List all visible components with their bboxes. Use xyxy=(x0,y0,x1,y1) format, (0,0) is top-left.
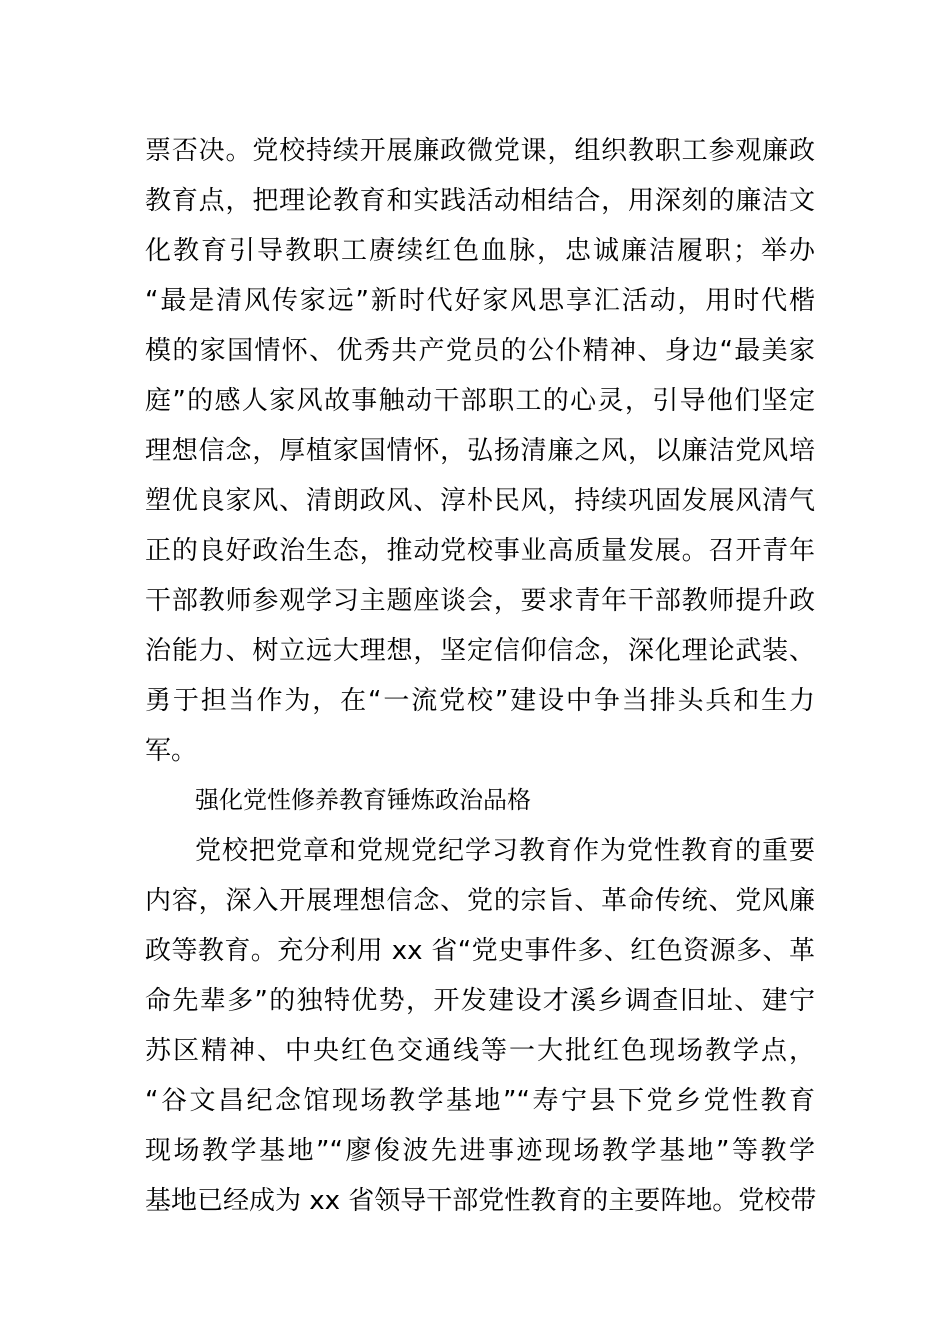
paragraph-1-line-11: 治能力、树立远大理想，坚定信仰信念，深化理论武装、 xyxy=(145,636,815,666)
paragraph-1-line-8: 塑优良家风、清朗政风、淳朴民风，持续巩固发展风清气 xyxy=(145,486,815,516)
paragraph-2-line-1: 党校把党章和党规党纪学习教育作为党性教育的重要 xyxy=(195,836,815,866)
paragraph-1-line-12: 勇于担当作为，在“一流党校”建设中争当排头兵和生力 xyxy=(145,686,815,716)
paragraph-1-line-4: “最是清风传家远”新时代好家风思享汇活动，用时代楷 xyxy=(145,286,815,316)
paragraph-1-line-9: 正的良好政治生态，推动党校事业高质量发展。召开青年 xyxy=(145,536,815,566)
paragraph-2-line-6: “谷文昌纪念馆现场教学基地”“寿宁县下党乡党性教育 xyxy=(145,1086,815,1116)
paragraph-1-line-10: 干部教师参观学习主题座谈会，要求青年干部教师提升政 xyxy=(145,586,815,616)
paragraph-2-line-8: 基地已经成为 xx 省领导干部党性教育的主要阵地。党校带 xyxy=(145,1186,817,1216)
paragraph-1-line-2: 教育点，把理论教育和实践活动相结合，用深刻的廉洁文 xyxy=(145,186,815,216)
paragraph-2-line-3: 政等教育。充分利用 xx 省“党史事件多、红色资源多、革 xyxy=(145,936,815,966)
paragraph-2-line-5: 苏区精神、中央红色交通线等一大批红色现场教学点， xyxy=(145,1036,815,1066)
paragraph-1-line-1: 票否决。党校持续开展廉政微党课，组织教职工参观廉政 xyxy=(145,136,815,166)
paragraph-1-line-13: 军。 xyxy=(145,736,198,766)
paragraph-1-line-6: 庭”的感人家风故事触动干部职工的心灵，引导他们坚定 xyxy=(145,386,815,416)
paragraph-1-line-5: 模的家国情怀、优秀共产党员的公仆精神、身边“最美家 xyxy=(145,336,815,366)
paragraph-2-line-4: 命先辈多”的独特优势，开发建设才溪乡调查旧址、建宁 xyxy=(145,986,815,1016)
paragraph-2-line-2: 内容，深入开展理想信念、党的宗旨、革命传统、党风廉 xyxy=(145,886,815,916)
paragraph-2-line-7: 现场教学基地”“廖俊波先进事迹现场教学基地”等教学 xyxy=(145,1136,815,1166)
section-heading: 强化党性修养教育锤炼政治品格 xyxy=(195,786,531,814)
paragraph-1-line-3: 化教育引导教职工赓续红色血脉，忠诚廉洁履职；举办 xyxy=(145,236,815,266)
paragraph-1-line-7: 理想信念，厚植家国情怀，弘扬清廉之风，以廉洁党风培 xyxy=(145,436,815,466)
